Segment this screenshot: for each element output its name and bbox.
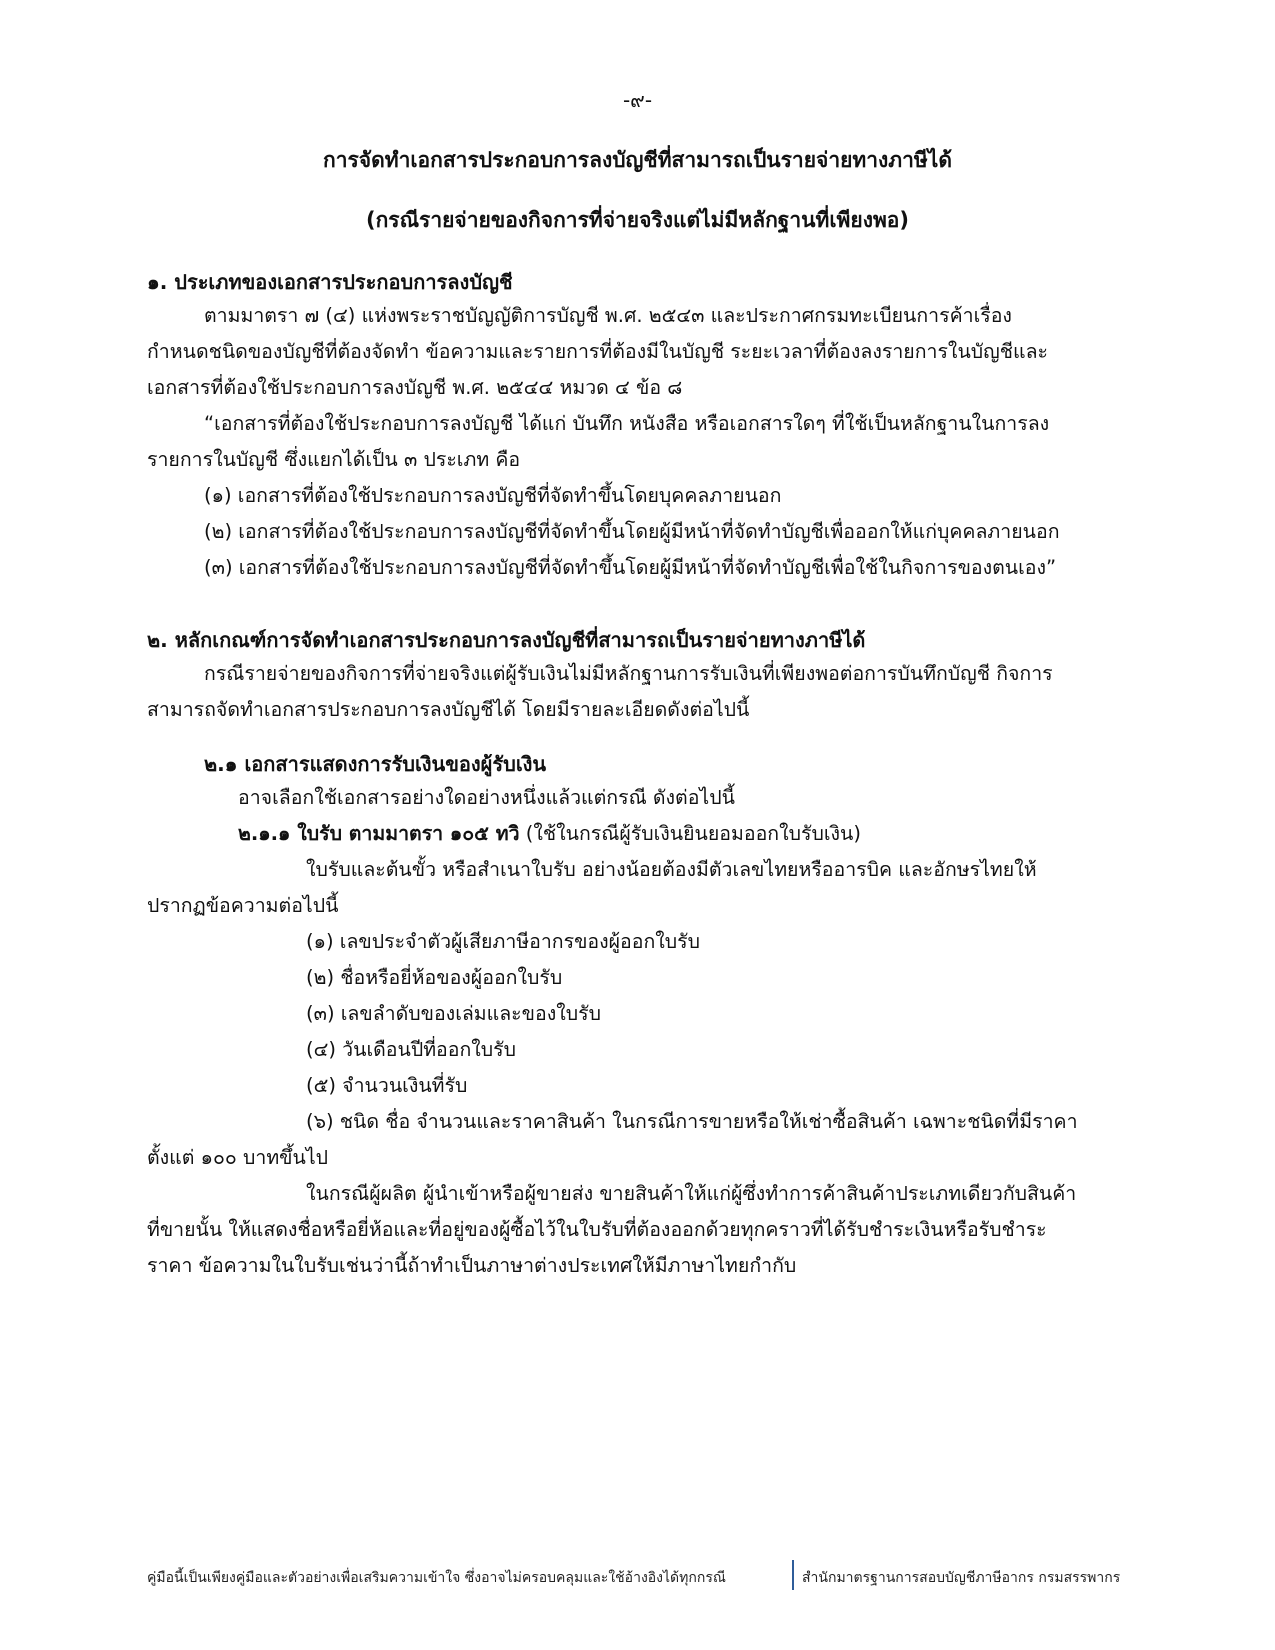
- section-2-1-1-heading: [238, 818, 861, 849]
- section-1-item-1: (๑) เอกสารที่ต้องใช้ประกอบการลงบัญชีที่จัดทำขึ้นโดยบุคคลภายนอก: [204, 484, 782, 507]
- receipt-item-1: (๑) เลขประจำตัวผู้เสียภาษีอากรของผู้ออกใบรับ: [306, 930, 701, 953]
- section-2-1-1-note: (ใช้ในกรณีผู้รับเงินยินยอมออกใบรับเงิน): [519, 822, 861, 845]
- section-2-para-line2: สามารถจัดทำเอกสารประกอบการลงบัญชีได้ โดยมีรายละเอียดดังต่อไปนี้: [147, 698, 750, 721]
- document-subtitle: (กรณีรายจ่ายของกิจการที่จ่ายจริงแต่ไม่มีหลักฐานที่เพียงพอ): [365, 208, 910, 232]
- section-1-item-2: (๒) เอกสารที่ต้องใช้ประกอบการลงบัญชีที่จัดทำขึ้นโดยผู้มีหน้าที่จัดทำบัญชีเพื่อออกให้แก่บุคคลภายนอก: [204, 520, 1060, 543]
- section-1-para2-line2: รายการในบัญชี ซึ่งแยกได้เป็น ๓ ประเภท คือ: [147, 448, 521, 471]
- section-2-heading: ๒. หลักเกณฑ์การจัดทำเอกสารประกอบการลงบัญชีที่สามารถเป็นรายจ่ายทางภาษีได้: [147, 628, 866, 652]
- footer-disclaimer: คู่มือนี้เป็นเพียงคู่มือและตัวอย่างเพื่อเสริมความเข้าใจ ซึ่งอาจไม่ครอบคลุมและใช้อ้างอิงได้ทุกกรณี: [147, 1570, 726, 1586]
- receipt-item-6-line1: (๖) ชนิด ชื่อ จำนวนและราคาสินค้า ในกรณีการขายหรือให้เช่าซื้อสินค้า เฉพาะชนิดที่มีราคา: [306, 1110, 1078, 1133]
- receipt-para-line1: ใบรับและต้นขั้ว หรือสำเนาใบรับ อย่างน้อยต้องมีตัวเลขไทยหรืออารบิค และอักษรไทยให้: [306, 858, 1037, 881]
- page-number: -๙-: [622, 88, 653, 112]
- receipt-item-4: (๔) วันเดือนปีที่ออกใบรับ: [306, 1038, 517, 1061]
- final-para-line3: ราคา ข้อความในใบรับเช่นว่านี้ถ้าทำเป็นภาษาต่างประเทศให้มีภาษาไทยกำกับ: [147, 1254, 797, 1277]
- section-1-para1-line3: เอกสารที่ต้องใช้ประกอบการลงบัญชี พ.ศ. ๒๕๔๔ หมวด ๔ ข้อ ๘: [147, 376, 683, 399]
- section-2-1-heading: ๒.๑ เอกสารแสดงการรับเงินของผู้รับเงิน: [204, 752, 547, 776]
- receipt-item-5: (๕) จำนวนเงินที่รับ: [306, 1074, 468, 1097]
- receipt-item-3: (๓) เลขลำดับของเล่มและของใบรับ: [306, 1002, 601, 1025]
- final-para-line1: ในกรณีผู้ผลิต ผู้นำเข้าหรือผู้ขายส่ง ขายสินค้าให้แก่ผู้ซึ่งทำการค้าสินค้าประเภทเดียวกับสินค้า: [306, 1182, 1077, 1205]
- receipt-item-6-line2: ตั้งแต่ ๑๐๐ บาทขึ้นไป: [147, 1146, 329, 1169]
- section-1-para1-line2: กำหนดชนิดของบัญชีที่ต้องจัดทำ ข้อความและรายการที่ต้องมีในบัญชี ระยะเวลาที่ต้องลงรายการในบัญชีและ: [147, 340, 1048, 363]
- document-title: การจัดทำเอกสารประกอบการลงบัญชีที่สามารถเป็นรายจ่ายทางภาษีได้: [323, 148, 952, 172]
- footer-separator: [792, 1560, 794, 1590]
- section-1-para2-line1: “เอกสารที่ต้องใช้ประกอบการลงบัญชี ได้แก่ บันทึก หนังสือ หรือเอกสารใดๆ ที่ใช้เป็นหลักฐานในการลง: [204, 412, 1050, 435]
- footer-agency: สำนักมาตรฐานการสอบบัญชีภาษีอากร กรมสรรพากร: [802, 1570, 1121, 1586]
- section-1-para1-line1: ตามมาตรา ๗ (๔) แห่งพระราชบัญญัติการบัญชี พ.ศ. ๒๕๔๓ และประกาศกรมทะเบียนการค้าเรื่อง: [204, 304, 1012, 327]
- receipt-item-2: (๒) ชื่อหรือยี่ห้อของผู้ออกใบรับ: [306, 966, 563, 989]
- section-2-1-1-bold: ๒.๑.๑ ใบรับ ตามมาตรา ๑๐๕ ทวิ: [238, 822, 520, 845]
- final-para-line2: ที่ขายนั้น ให้แสดงชื่อหรือยี่ห้อและที่อยู่ของผู้ซื้อไว้ในใบรับที่ต้องออกด้วยทุกคราวที่ได้รับชำระเงินหรือรับชำระ: [147, 1218, 1047, 1241]
- section-2-1-intro: อาจเลือกใช้เอกสารอย่างใดอย่างหนึ่งแล้วแต่กรณี ดังต่อไปนี้: [238, 786, 735, 809]
- section-1-item-3: (๓) เอกสารที่ต้องใช้ประกอบการลงบัญชีที่จัดทำขึ้นโดยผู้มีหน้าที่จัดทำบัญชีเพื่อใช้ในกิจการของตนเอง”: [204, 556, 1057, 579]
- section-2-para-line1: กรณีรายจ่ายของกิจการที่จ่ายจริงแต่ผู้รับเงินไม่มีหลักฐานการรับเงินที่เพียงพอต่อการบันทึกบัญชี กิจการ: [204, 662, 1053, 685]
- section-1-heading: ๑. ประเภทของเอกสารประกอบการลงบัญชี: [147, 270, 513, 294]
- receipt-para-line2: ปรากฏข้อความต่อไปนี้: [147, 894, 339, 917]
